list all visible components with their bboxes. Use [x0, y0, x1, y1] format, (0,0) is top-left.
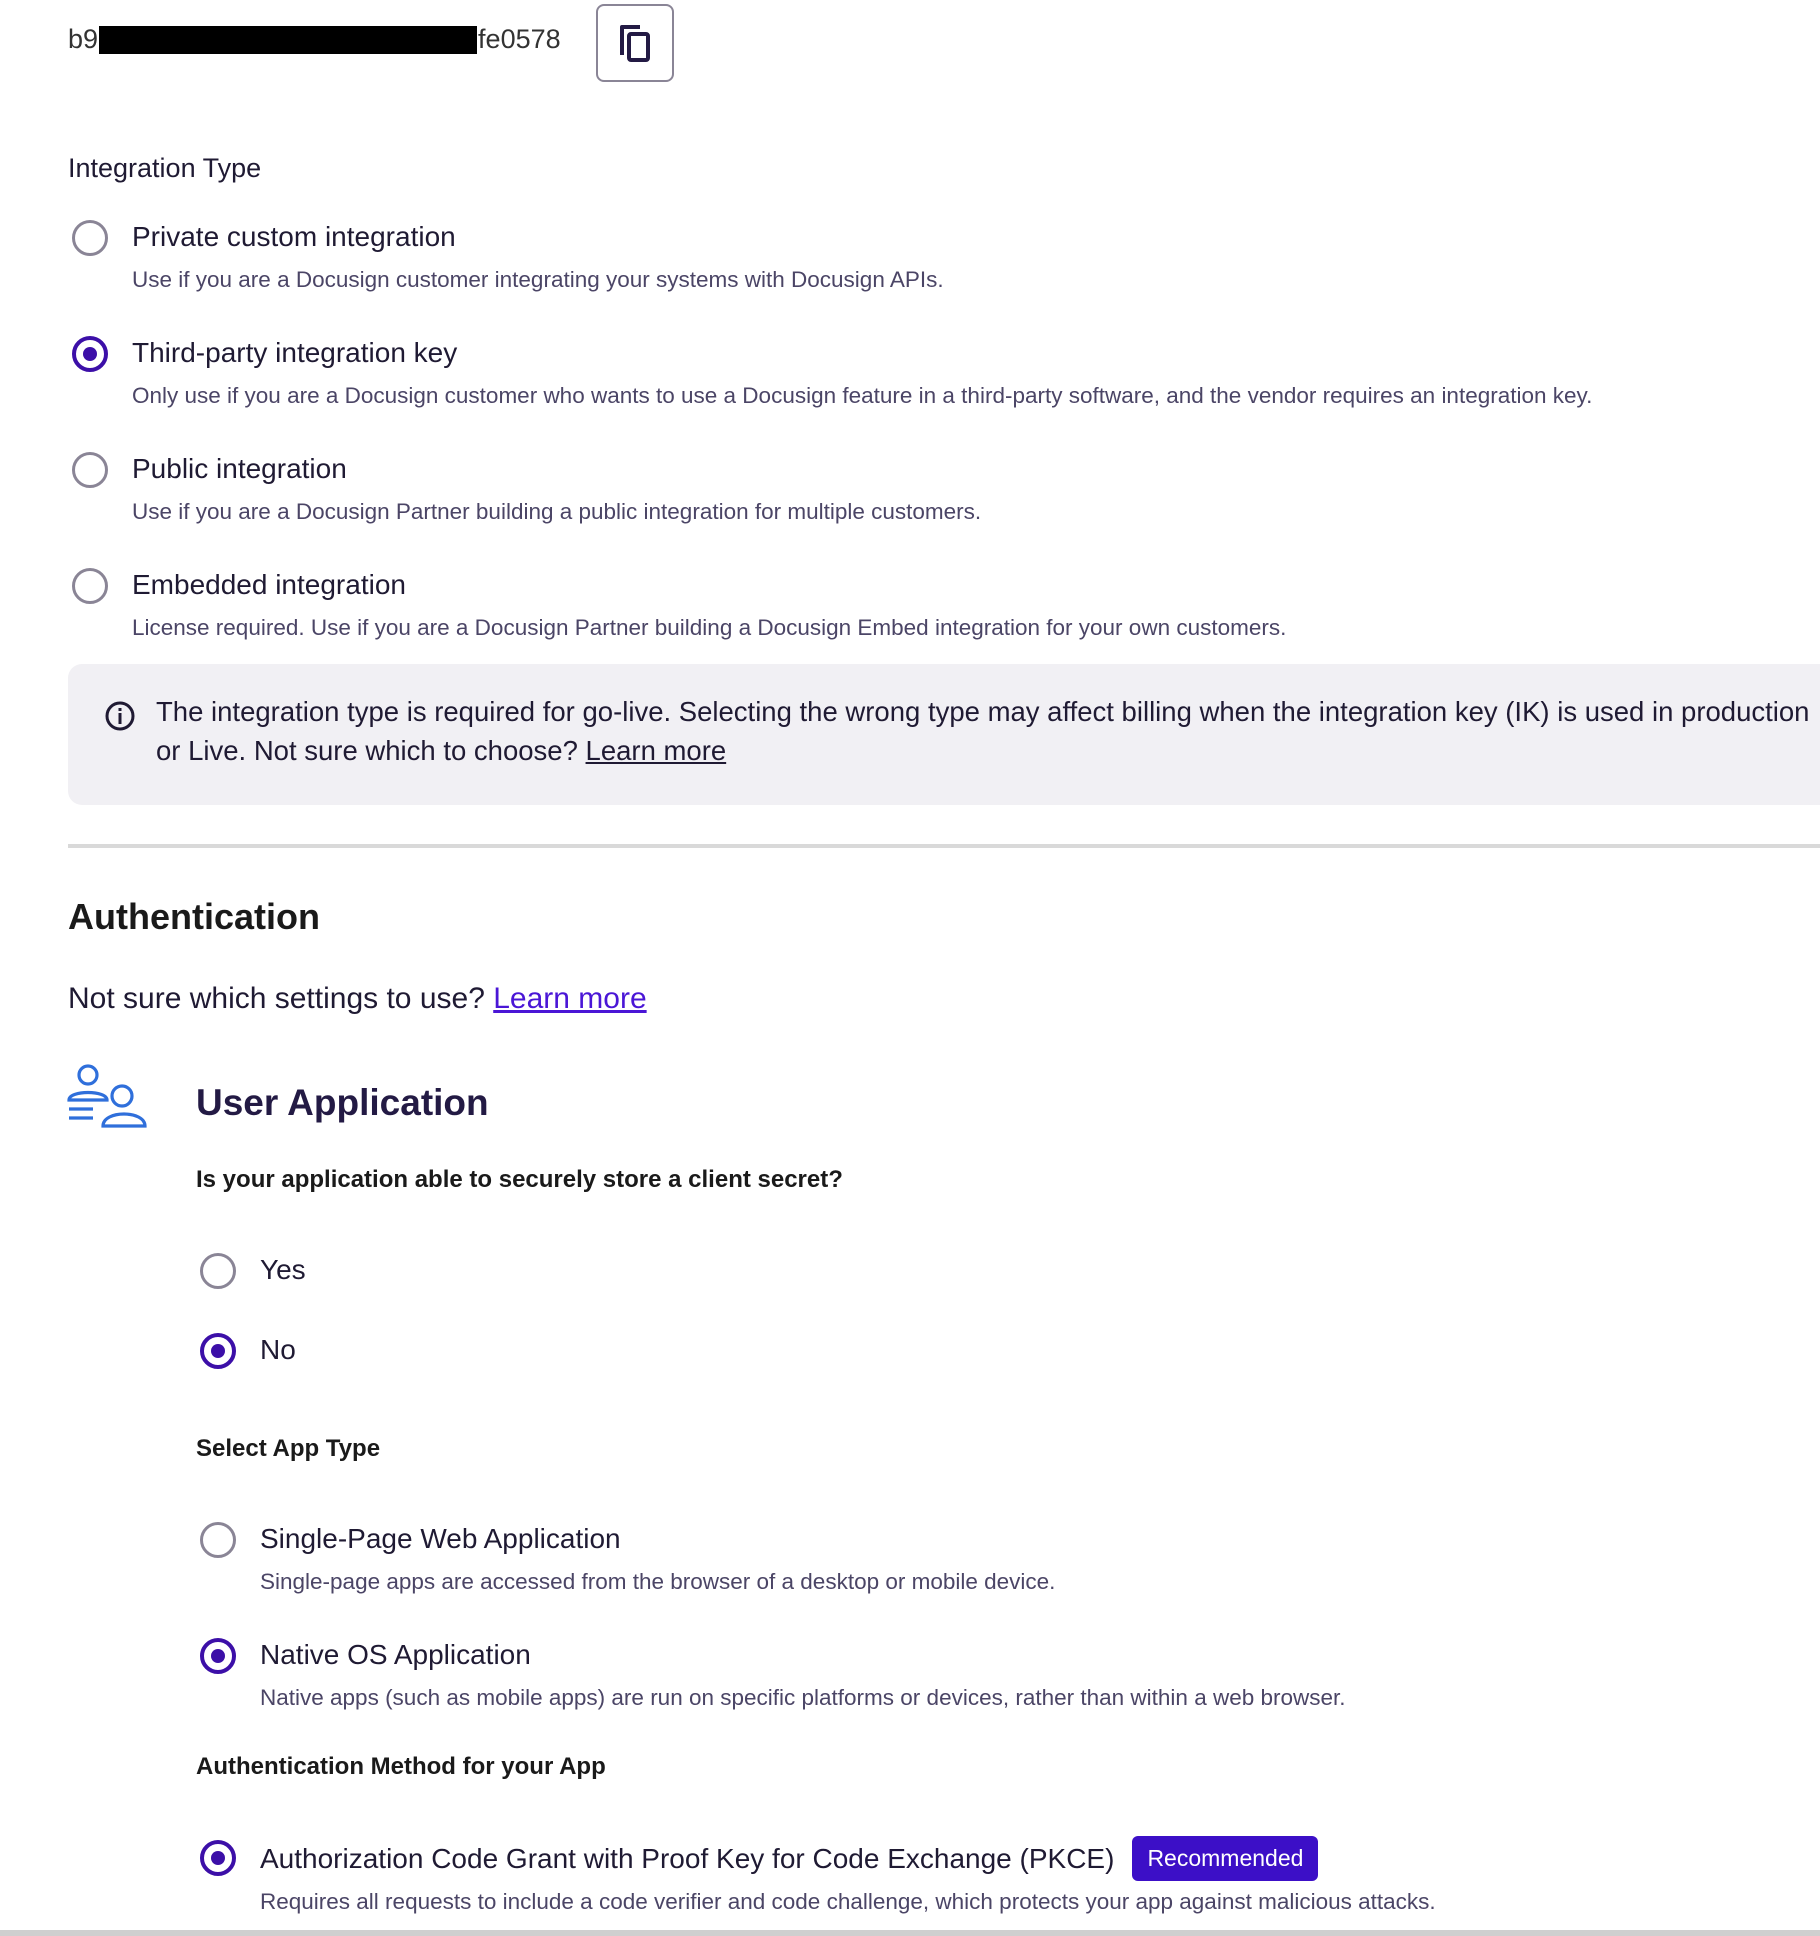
- option-description: Native apps (such as mobile apps) are run on specific platforms or devices, rather than within a web browser.: [260, 1685, 1346, 1710]
- key-suffix: fe0578: [478, 24, 561, 54]
- copy-key-button[interactable]: [596, 4, 674, 82]
- authentication-heading: Authentication: [68, 896, 320, 937]
- option-label: Embedded integration: [132, 569, 406, 600]
- info-line-1: The integration type is required for go-live. Selecting the wrong type may affect billing when the integration key (IK) is used in production: [156, 696, 1810, 727]
- pkce-label-row: [260, 1836, 1318, 1881]
- option-description: Use if you are a Docusign customer integrating your systems with Docusign APIs.: [132, 267, 944, 292]
- option-description: Requires all requests to include a code verifier and code challenge, which protects your app against malicious attacks.: [260, 1889, 1436, 1914]
- user-application-heading: User Application: [196, 1082, 489, 1123]
- info-line-2: [156, 731, 1820, 770]
- info-icon: [104, 700, 136, 732]
- key-prefix: b9: [68, 24, 99, 54]
- option-label: Yes: [260, 1254, 306, 1285]
- client-secret-question: Is your application able to securely store a client secret?: [196, 1166, 843, 1193]
- option-label: Authorization Code Grant with Proof Key for Code Exchange (PKCE): [260, 1842, 1115, 1874]
- copy-icon: [618, 23, 652, 63]
- integration-type-label: Integration Type: [68, 153, 262, 183]
- option-label: Private custom integration: [132, 221, 456, 252]
- redacted-block: [99, 26, 477, 54]
- radio-public[interactable]: [72, 452, 108, 488]
- option-description: Use if you are a Docusign Partner building a public integration for multiple customers.: [132, 499, 982, 524]
- section-divider: [68, 844, 1820, 848]
- option-description: License required. Use if you are a Docusign Partner building a Docusign Embed integration for your own customers.: [132, 615, 1287, 640]
- radio-third-party[interactable]: [72, 336, 108, 372]
- info-message: [156, 692, 1820, 770]
- authentication-learn-more-link[interactable]: Learn more: [493, 982, 647, 1015]
- integration-key-value: [68, 24, 561, 55]
- info-line-2-text: or Live. Not sure which to choose?: [156, 735, 586, 766]
- option-label: Public integration: [132, 453, 347, 484]
- authentication-help-text: Not sure which settings to use?: [68, 982, 494, 1015]
- page-bottom-border: [0, 1930, 1820, 1936]
- info-learn-more-link[interactable]: Learn more: [585, 735, 727, 766]
- radio-embedded[interactable]: [72, 568, 108, 604]
- radio-native[interactable]: [200, 1638, 236, 1674]
- radio-spa[interactable]: [200, 1522, 236, 1558]
- option-description: Only use if you are a Docusign customer who wants to use a Docusign feature in a third-party software, and the vendor requires an integration key.: [132, 383, 1593, 408]
- auth-method-label: Authentication Method for your App: [196, 1753, 606, 1780]
- option-label: No: [260, 1334, 296, 1365]
- option-label: Third-party integration key: [132, 337, 458, 368]
- option-label: Single-Page Web Application: [260, 1523, 621, 1554]
- radio-yes[interactable]: [200, 1253, 236, 1289]
- radio-no[interactable]: [200, 1333, 236, 1369]
- option-description: Single-page apps are accessed from the browser of a desktop or mobile device.: [260, 1569, 1056, 1594]
- authentication-help: [68, 982, 647, 1016]
- radio-pkce[interactable]: [200, 1840, 236, 1876]
- app-type-label: Select App Type: [196, 1435, 381, 1462]
- users-icon: [66, 1064, 150, 1132]
- recommended-badge: Recommended: [1132, 1836, 1318, 1881]
- radio-private[interactable]: [72, 220, 108, 256]
- option-label: Native OS Application: [260, 1639, 531, 1670]
